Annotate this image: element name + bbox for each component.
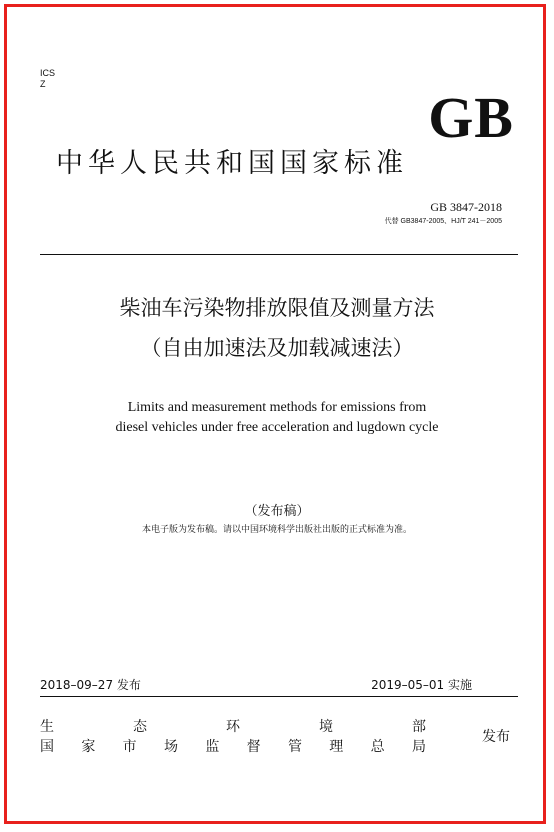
- title-en-line1: Limits and measurement methods for emissions from: [127, 400, 427, 415]
- issue-word: 发布: [482, 729, 510, 745]
- issuer-char: 局: [411, 739, 426, 755]
- national-standard-heading: 中华人民共和国国家标准: [56, 148, 408, 179]
- ics-classification: [40, 68, 55, 90]
- issuer-char: 督: [246, 739, 261, 755]
- issuer-char: 市: [122, 739, 137, 755]
- publish-date: 2018–09–27 发布: [40, 678, 141, 692]
- standard-number: GB 3847-2018: [430, 200, 502, 214]
- issuer-line-2: [40, 736, 426, 756]
- issuer-char: 家: [81, 739, 96, 755]
- title-zh-line2: （自由加速法及加载减速法）: [140, 336, 414, 360]
- issuer-line-1: [40, 716, 426, 736]
- issuer-char: 态: [133, 719, 147, 735]
- bottom-divider: [40, 696, 518, 697]
- implement-date: 2019–05–01 实施: [371, 678, 472, 692]
- issuer-char: 环: [226, 719, 240, 735]
- draft-note: 本电子版为发布稿。请以中国环境科学出版社出版的正式标准为准。: [141, 525, 412, 535]
- issuer-char: 生: [40, 719, 54, 735]
- issuer-char: 总: [370, 739, 385, 755]
- issuer-char: 监: [205, 739, 220, 755]
- issuer-char: 场: [163, 739, 178, 755]
- issuer-char: 国: [40, 739, 54, 755]
- draft-label: （发布稿）: [244, 504, 310, 519]
- title-en-line2: diesel vehicles under free acceleration and lugdown cycle: [115, 420, 439, 435]
- gb-logo: GB: [428, 85, 514, 150]
- class-code: Z: [40, 79, 46, 89]
- top-divider: [40, 254, 518, 255]
- issuer-char: 境: [319, 719, 333, 735]
- issuer-char: 部: [412, 719, 426, 735]
- replaces-note: 代替 GB3847-2005、HJ/T 241－2005: [384, 218, 502, 225]
- title-zh-line1: 柴油车污染物排放限值及测量方法: [119, 296, 435, 320]
- issuer-char: 管: [287, 739, 302, 755]
- issuer-char: 理: [329, 739, 344, 755]
- ics-label: ICS: [40, 68, 56, 78]
